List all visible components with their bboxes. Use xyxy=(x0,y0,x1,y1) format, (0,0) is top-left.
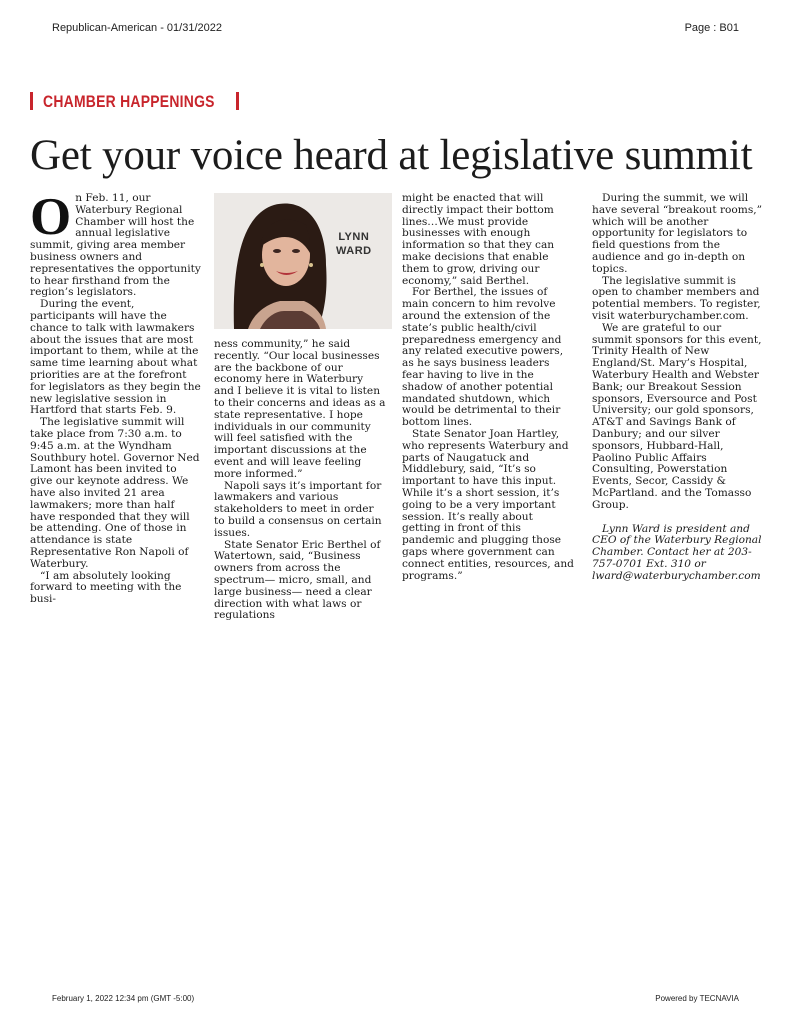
author-note: Lynn Ward is president and CEO of the Waterbury Regional Chamber. Contact her at 203-757-0701 Ext. 310 or lward@waterburychamber.com xyxy=(592,522,762,582)
drop-cap: O xyxy=(30,188,72,246)
article-column-1 xyxy=(30,188,202,606)
byline-last: WARD xyxy=(336,245,372,257)
print-timestamp: February 1, 2022 12:34 pm (GMT -5:00) xyxy=(52,994,195,1003)
paragraph: The legislative summit is open to chamber members and potential members. To register, visit waterburychamber.com. xyxy=(592,274,761,322)
kicker-bar-right xyxy=(236,92,239,110)
paragraph: The legislative summit will take place from 7:30 a.m. to 9:45 a.m. at the Wyndham Southbury hotel. Governor Ned Lamont has been invited to give our keynote address. We have also invited 21 area lawmakers; more than half have responded that they will be attending. One of those in attendance is state Representative Ron Napoli of Waterbury. xyxy=(30,416,200,570)
paragraph: might be enacted that will directly impact their bottom lines…We must provide businesses with enough information so that they can make decisions that enable them to grow, driving our economy,” said Berthel. xyxy=(402,192,555,287)
section-kicker xyxy=(30,92,239,112)
kicker-bar-left xyxy=(30,92,33,110)
author-photo xyxy=(214,193,392,329)
paragraph: “I am absolutely looking forward to meeting with the busi- xyxy=(30,569,182,606)
headline: Get your voice heard at legislative summit xyxy=(30,132,753,179)
publication-header: Republican-American - 01/31/2022 xyxy=(52,22,222,34)
article-column-2 xyxy=(214,339,386,622)
page-number: Page : B01 xyxy=(684,22,739,34)
paragraph: We are grateful to our summit sponsors for this event, Trinity Health of New England/St. Mary’s Hospital, Waterbury Health and Webster Bank; our Breakout Session sponsors, Eversource and Post University; our gold sponsors, AT&T and Savings Bank of Danbury; and our silver sponsors, Hubbard-Hall, Paolino Public Affairs Consulting, Powerstation Events, Secor, Cassidy & McPartland. and the Tomasso Group. xyxy=(592,321,762,511)
paragraph: State Senator Eric Berthel of Watertown, said, “Business owners from across the spectrum— micro, small, and large business— need a clear direction with what laws or regulations xyxy=(214,538,381,622)
paragraph: ness community,” he said recently. “Our local businesses are the backbone of our economy here in Waterbury and I believe it is vital to listen to their concerns and ideas as a state representative. I hope individuals in our community will feel satisfied with the important discussions at the event and will leave feeling more informed.” xyxy=(214,338,386,480)
kicker-text: CHAMBER HAPPENINGS xyxy=(43,92,215,111)
paragraph: For Berthel, the issues of main concern to him revolve around the extension of the state’s public health/civil preparedness emergency and any related executive powers, as he says business leaders fear having to live in the shadow of another potential mandated shutdown, which would be detrimental to their bottom lines. xyxy=(402,286,564,429)
byline-first: LYNN xyxy=(338,231,370,243)
paragraph: Napoli says it’s important for lawmakers and various stakeholders to meet in order to build a consensus on certain issues. xyxy=(214,479,382,539)
lead-paragraph: On Feb. 11, our Waterbury Regional Chamber will host the annual legislative summit, giving area member business owners and representatives the opportunity to hear firsthand from the region’s legislators. xyxy=(30,188,201,299)
paragraph: During the summit, we will have several “breakout rooms,” which will be another opportunity for legislators to field questions from the audience and go in-depth on topics. xyxy=(592,192,763,275)
article-column-4 xyxy=(592,193,764,583)
paragraph: State Senator Joan Hartley, who represents Waterbury and parts of Naugatuck and Middlebury, said, “It’s so important to have this input. While it’s a short session, it’s going to be a very important session. It’s really about getting in front of this pandemic and plugging those gaps where government can connect entities, resources, and programs.” xyxy=(402,427,574,582)
powered-by: Powered by TECNAVIA xyxy=(655,994,739,1003)
article-column-3 xyxy=(402,193,574,582)
paragraph: During the event, participants will have the chance to talk with lawmakers about the issues that are most important to them, while at the same time learning about what priorities are at the forefront for legislators as they begin the new legislative session in Hartford that starts Feb. 9. xyxy=(30,298,201,417)
author-byline xyxy=(336,230,372,258)
author-portrait xyxy=(214,193,392,329)
